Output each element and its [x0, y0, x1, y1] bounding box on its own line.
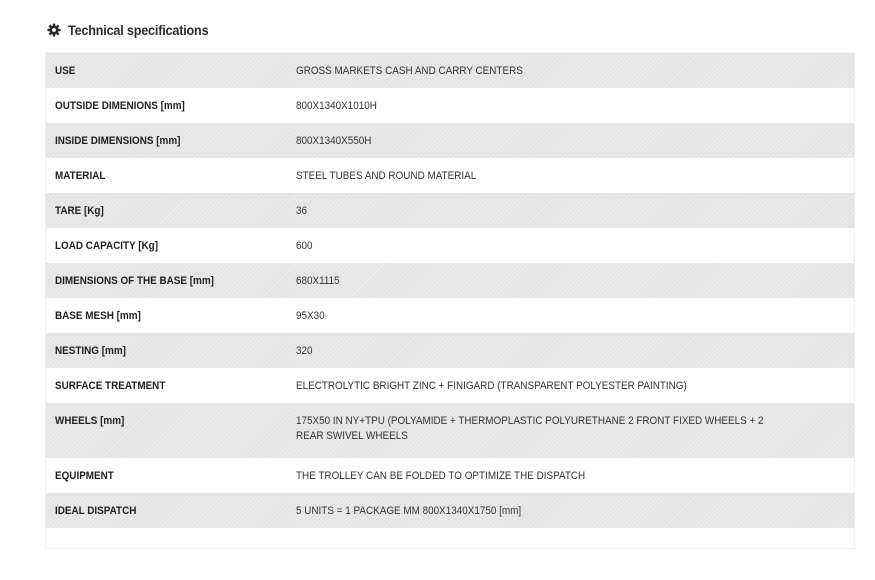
- table-row: [46, 298, 854, 333]
- spec-label: MATERIAL: [55, 170, 106, 182]
- section-header: [47, 20, 224, 40]
- spec-label: EQUIPMENT: [55, 470, 114, 482]
- spec-label: OUTSIDE DIMENIONS [mm]: [55, 100, 185, 112]
- table-row: [46, 53, 854, 88]
- table-row: [46, 403, 854, 458]
- spec-value: 36: [296, 205, 308, 217]
- spec-label: INSIDE DIMENSIONS [mm]: [55, 135, 181, 147]
- spec-value: 320: [296, 345, 313, 357]
- table-row: [46, 458, 854, 493]
- table-row: [46, 493, 854, 528]
- table-row: [46, 123, 854, 158]
- table-row: [46, 228, 854, 263]
- spec-value: 800X1340X1010H: [296, 100, 377, 112]
- spec-value: GROSS MARKETS CASH AND CARRY CENTERS: [296, 65, 523, 77]
- spec-value: 800X1340X550H: [296, 135, 372, 147]
- spec-value: 175X50 IN NY+TPU (POLYAMIDE + THERMOPLASTIC POLYURETHANE 2 FRONT FIXED WHEELS + 2 REAR SWIVEL WHEELS: [296, 415, 764, 442]
- spec-value: STEEL TUBES AND ROUND MATERIAL: [296, 170, 477, 182]
- spec-value: 5 UNITS = 1 PACKAGE MM 800X1340X1750 [mm]: [296, 505, 522, 517]
- spec-label: SURFACE TREATMENT: [55, 380, 166, 392]
- gear-icon: [47, 23, 61, 37]
- spec-label: USE: [55, 65, 76, 77]
- spec-label: LOAD CAPACITY [Kg]: [55, 240, 159, 252]
- spec-label: IDEAL DISPATCH: [55, 505, 137, 517]
- table-row: [46, 158, 854, 193]
- table-row: [46, 333, 854, 368]
- section-title: Technical specifications: [68, 22, 209, 38]
- table-row: [46, 263, 854, 298]
- table-row: [46, 368, 854, 403]
- spec-value: THE TROLLEY CAN BE FOLDED TO OPTIMIZE THE DISPATCH: [296, 470, 586, 482]
- spec-value: 600: [296, 240, 313, 252]
- spec-label: NESTING [mm]: [55, 345, 126, 357]
- spec-value: 680X1115: [296, 275, 340, 287]
- specifications-table: [46, 53, 854, 548]
- spec-value: ELECTROLYTIC BRIGHT ZINC + FINIGARD (TRANSPARENT POLYESTER PAINTING): [296, 380, 687, 392]
- spec-label: TARE [Kg]: [55, 205, 104, 217]
- spec-label: BASE MESH [mm]: [55, 310, 141, 322]
- table-footer-spacer: [46, 528, 854, 548]
- spec-label: DIMENSIONS OF THE BASE [mm]: [55, 275, 214, 287]
- spec-label: WHEELS [mm]: [55, 415, 125, 427]
- spec-value: 95X30: [296, 310, 325, 322]
- table-row: [46, 88, 854, 123]
- table-row: [46, 193, 854, 228]
